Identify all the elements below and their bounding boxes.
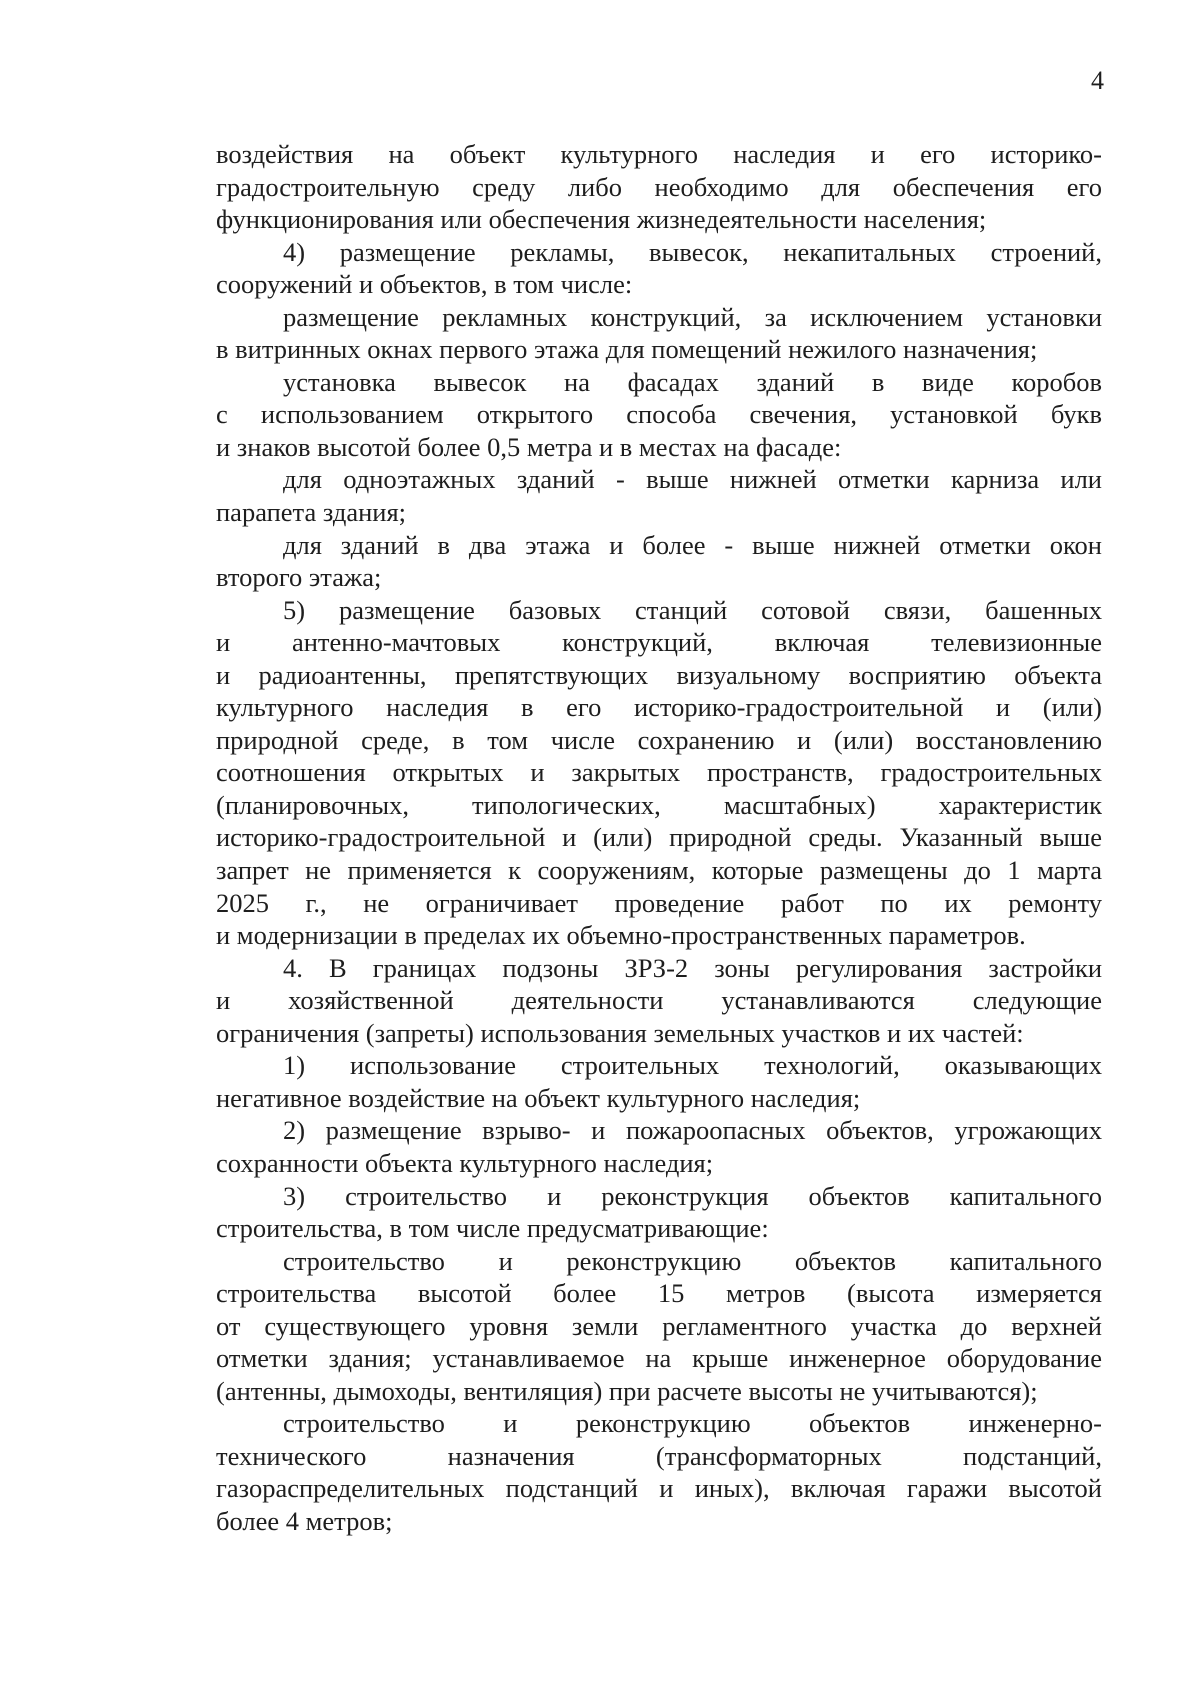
text-line: парапета здания; [216, 497, 406, 528]
text-line: с использованием открытого способа свечения, установкой букв [216, 399, 1102, 430]
text-line: и радиоантенны, препятствующих визуальному восприятию объекта [216, 659, 1102, 690]
text-line: и хозяйственной деятельности устанавливаются следующие [216, 985, 1102, 1016]
text-line: (антенны, дымоходы, вентиляция) при расчете высоты не учитываются); [216, 1375, 1038, 1406]
text-line: второго этажа; [216, 562, 382, 593]
text-line: более 4 метров; [216, 1505, 393, 1536]
text-line: 1) использование строительных технологий, оказывающих [283, 1050, 1102, 1081]
text-line: 2025 г., не ограничивает проведение работ по их ремонту [216, 887, 1102, 918]
text-line: сооружений и объектов, в том числе: [216, 269, 633, 300]
text-line: размещение рекламных конструкций, за исключением установки [283, 301, 1102, 332]
text-line: отметки здания; устанавливаемое на крыше инженерное оборудование [216, 1343, 1102, 1374]
text-line: градостроительную среду либо необходимо для обеспечения его [216, 171, 1102, 202]
text-line: от существующего уровня земли регламентного участка до верхней [216, 1310, 1102, 1341]
text-line: газораспределительных подстанций и иных), включая гаражи высотой [216, 1473, 1102, 1504]
text-line: сохранности объекта культурного наследия; [216, 1147, 714, 1178]
text-line: строительство и реконструкцию объектов инженерно- [283, 1408, 1102, 1439]
text-line: и знаков высотой более 0,5 метра и в местах на фасаде: [216, 431, 842, 462]
text-line: и модернизации в пределах их объемно-пространственных параметров. [216, 920, 1026, 951]
text-line: строительства высотой более 15 метров (высота измеряется [216, 1278, 1102, 1309]
text-line: строительства, в том числе предусматривающие: [216, 1213, 769, 1244]
body-text [216, 138, 1102, 1538]
text-line: в витринных окнах первого этажа для помещений нежилого назначения; [216, 334, 1038, 365]
text-line: 4. В границах подзоны ЗРЗ-2 зоны регулирования застройки [283, 952, 1102, 983]
text-line: строительство и реконструкцию объектов капитального [283, 1245, 1102, 1276]
text-line: негативное воздействие на объект культурного наследия; [216, 1082, 861, 1113]
text-line: историко-градостроительной и (или) природной среды. Указанный выше [216, 822, 1102, 853]
text-line: для одноэтажных зданий - выше нижней отметки карниза или [283, 464, 1102, 495]
text-line: для зданий в два этажа и более - выше нижней отметки окон [283, 529, 1102, 560]
text-line: запрет не применяется к сооружениям, которые размещены до 1 марта [216, 855, 1102, 886]
text-line: (планировочных, типологических, масштабных) характеристик [216, 789, 1102, 820]
text-line: установка вывесок на фасадах зданий в виде коробов [283, 366, 1102, 397]
text-line: 3) строительство и реконструкция объектов капитального [283, 1180, 1102, 1211]
text-line: 2) размещение взрыво- и пожароопасных объектов, угрожающих [283, 1115, 1102, 1146]
text-line: функционирования или обеспечения жизнедеятельности населения; [216, 204, 987, 235]
text-line: воздействия на объект культурного наследия и его историко- [216, 139, 1102, 169]
text-line: соотношения открытых и закрытых пространств, градостроительных [216, 757, 1102, 788]
text-line: технического назначения (трансформаторных подстанций, [216, 1440, 1102, 1471]
text-line: 4) размещение рекламы, вывесок, некапитальных строений, [283, 236, 1102, 267]
page-number: 4 [1091, 66, 1104, 95]
text-line: и антенно-мачтовых конструкций, включая телевизионные [216, 627, 1102, 658]
text-line: ограничения (запреты) использования земельных участков и их частей: [216, 1017, 1024, 1048]
text-line: природной среде, в том числе сохранению и (или) восстановлению [216, 724, 1102, 755]
text-line: 5) размещение базовых станций сотовой связи, башенных [283, 594, 1102, 625]
text-line: культурного наследия в его историко-градостроительной и (или) [216, 692, 1102, 723]
